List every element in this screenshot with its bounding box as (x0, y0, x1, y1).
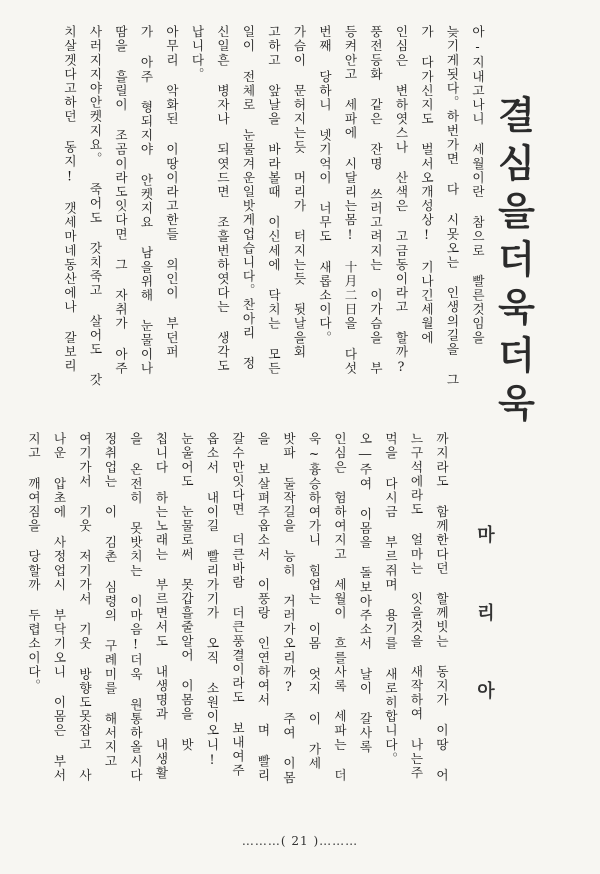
text-line: 밧파 둘작길을 능히 거러가오리까? 주여 이몸 (281, 432, 296, 785)
text-line: 을 보살펴주옵소서 이풍랑 인연하여서 며 빨리 (255, 432, 271, 783)
text-line: 인심은 변하엿스나 산색은 고금동이라고 할까? (393, 25, 409, 376)
page-number: ………( 21 )……… (241, 834, 359, 848)
text-line: 정취업는 이 김촌 심령의 구례미를 해서지고 (102, 432, 118, 769)
text-line: 치살겟다고하던 동지! 갯세마네동산에나 갈보리 (62, 25, 77, 373)
text-line: 여기가서 기웃 저기가서 기웃 방향도못잡고 사 (77, 432, 92, 783)
text-line: 욱~흉승하여가니 힘업는 이몸 엇지 이 가세 (306, 432, 322, 771)
text-line: 오―주여 이몸을 돌보아주소서 날이 갈사록 (357, 432, 373, 755)
text-line: 일이 전체로 눈물겨운일밧게업습니다。찬아리 정 (240, 25, 256, 371)
text-line: 가 아주 형되지야 안켓지요 남을위해 눈물이나 (138, 25, 154, 376)
article-author: 마리아 (474, 525, 495, 759)
body-text-bottom (26, 432, 454, 832)
text-line: 나운 압초에 사정업시 부닥기오니 이몸은 부서 (51, 432, 67, 783)
text-line: 인심은 험하여지고 세월이 흐를사록 세파는 더 (332, 432, 347, 783)
text-line: 납니다。 (189, 25, 205, 82)
text-line: 가 다가신지도 벌서오개성상! 기나긴세월에 (419, 25, 434, 345)
text-line: 사러지지야안켓지요。 죽어도 갓치죽고 살어도 갓 (87, 25, 103, 388)
text-line: 가슴이 문허지는듯 머리가 터지는듯 뒷날을회 (291, 25, 307, 359)
text-line: 까지라도 함께한다던 할께빗는 동지가 이땅 어 (434, 432, 449, 783)
text-line: 아-지내고나니 세월이란 참으로 빨른것임을 (470, 25, 485, 345)
text-line: 늦기게됫다。하번가면 다 시못오는 인생의길을 그 (444, 25, 460, 388)
text-line: 번째 당하니 넷기억이 너무도 새롭소이다。 (317, 25, 332, 345)
text-line: 풍전등화 같은 잔명 쓰러고려지는 이가슴을 부 (368, 25, 383, 376)
text-line: 칩니다 하는노래는 부르면서도 내생명과 내생활 (153, 432, 169, 780)
text-line: 눈울어도 눈물로써 못갑흘줄알어 이몸을 밧 (179, 432, 194, 752)
text-line: 갈수만잇다면 더큰바람 더큰풍결이라도 보내여주 (230, 432, 245, 778)
text-line: 을 온전히 못밧치는 이마음!더욱 원통하올시다 (128, 432, 143, 783)
body-text-top (40, 25, 490, 430)
text-line: 먹을 다시금 부르쥐며 용기를 새로히합니다。 (383, 432, 398, 766)
article-title: 결심을더욱더욱 (491, 95, 536, 431)
text-line: 옵소서 내이길 빨리가기가 오직 소원이오니! (204, 432, 220, 769)
text-line: 신일흔 병자나 되엿드면 조흘번하엿다는 생각도 (215, 25, 230, 373)
text-line: 땀을 흘릴이 조곰이라도잇다면 그 자취가 아주 (113, 25, 128, 376)
text-line: 지고 깨여짐을 당할까 두렵소이다。 (26, 432, 41, 693)
text-line: 고하고 앞날을 바라볼때 이신세에 닥치는 모든 (266, 25, 281, 376)
text-line: 느구석에라도 얼마는 잇을것을 새작하여 나는주 (408, 432, 424, 780)
text-line: 아무리 악화된 이땅이라고한들 의인이 부던퍼 (164, 25, 179, 359)
text-line: 등켜안고 세파에 시달리는몸! 十月二日을 다섯 (342, 25, 358, 376)
